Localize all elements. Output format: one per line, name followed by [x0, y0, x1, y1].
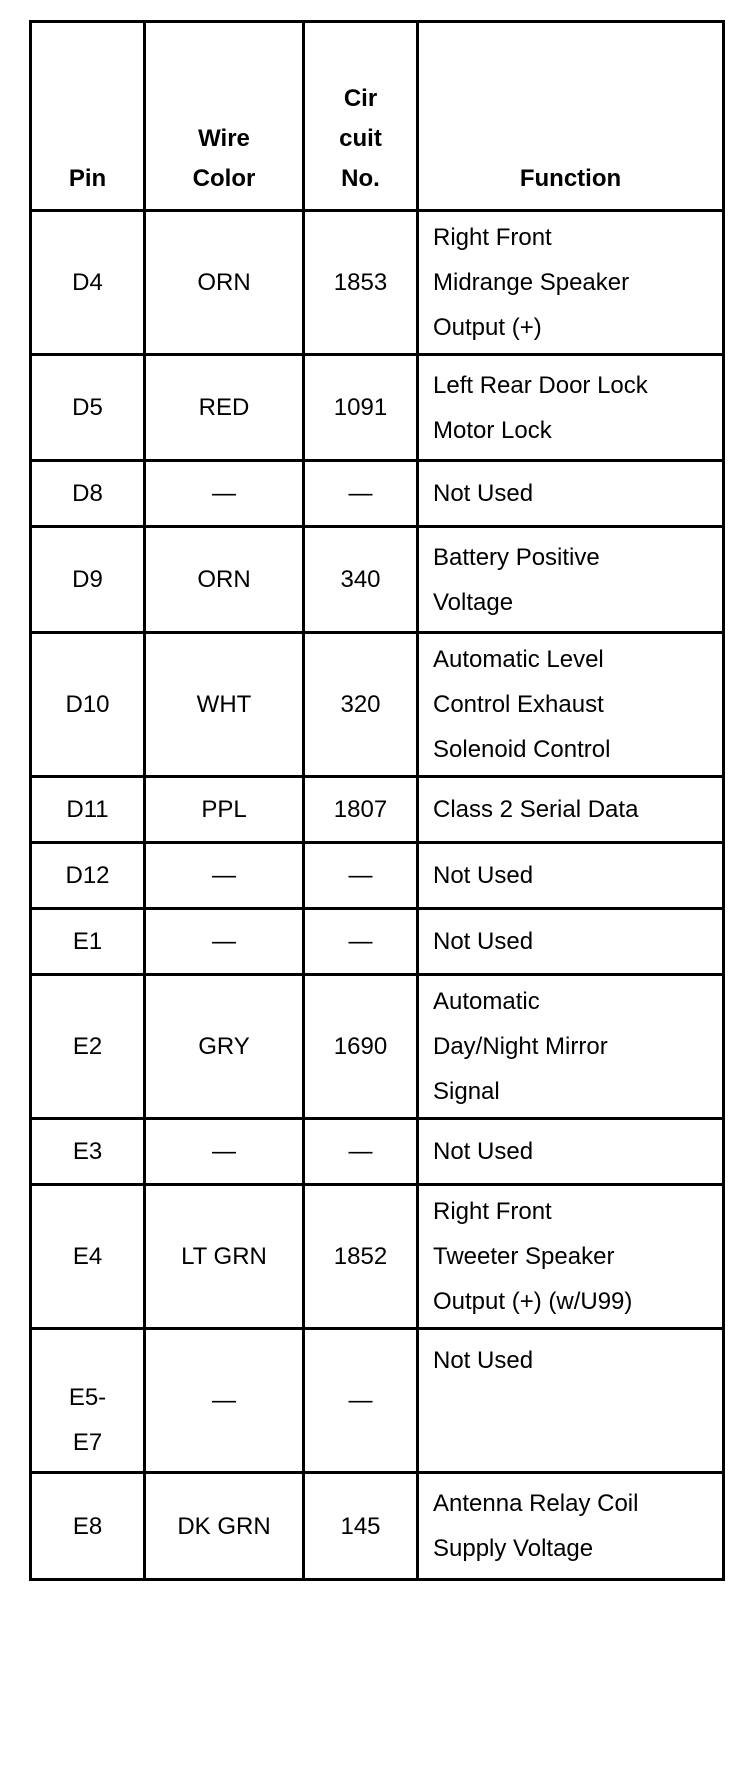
table-row — [31, 355, 724, 461]
wire-color-cell: WHT — [145, 633, 304, 777]
wire-color-cell: — — [145, 843, 304, 909]
function-cell: Not Used — [418, 1329, 724, 1473]
pin-cell: D8 — [31, 461, 145, 527]
table-row — [31, 633, 724, 777]
circuit-cell: — — [304, 461, 418, 527]
circuit-cell: 1690 — [304, 975, 418, 1119]
wire-color-cell: — — [145, 461, 304, 527]
table-row — [31, 211, 724, 355]
wire-color-cell: — — [145, 909, 304, 975]
table-row — [31, 777, 724, 843]
wire-color-cell: LT GRN — [145, 1185, 304, 1329]
circuit-cell: 340 — [304, 527, 418, 633]
wire-color-cell: — — [145, 1119, 304, 1185]
circuit-cell: 320 — [304, 633, 418, 777]
circuit-cell: 1852 — [304, 1185, 418, 1329]
function-cell: Class 2 Serial Data — [418, 777, 724, 843]
function-cell: Not Used — [418, 1119, 724, 1185]
pin-cell: E2 — [31, 975, 145, 1119]
pin-cell: D5 — [31, 355, 145, 461]
circuit-cell: 1807 — [304, 777, 418, 843]
circuit-cell: — — [304, 909, 418, 975]
pin-cell: E4 — [31, 1185, 145, 1329]
pin-cell: D10 — [31, 633, 145, 777]
pin-cell: D9 — [31, 527, 145, 633]
function-cell: Antenna Relay Coil Supply Voltage — [418, 1473, 724, 1580]
wire-color-cell: ORN — [145, 211, 304, 355]
wire-color-cell: — — [145, 1329, 304, 1473]
pin-cell: D4 — [31, 211, 145, 355]
pinout-table — [29, 20, 725, 1581]
circuit-cell: — — [304, 1329, 418, 1473]
function-cell: Automatic Level Control Exhaust Solenoid Control — [418, 633, 724, 777]
pin-cell: E8 — [31, 1473, 145, 1580]
function-cell: Battery Positive Voltage — [418, 527, 724, 633]
circuit-cell: 145 — [304, 1473, 418, 1580]
circuit-cell: — — [304, 843, 418, 909]
circuit-cell: — — [304, 1119, 418, 1185]
table-row — [31, 461, 724, 527]
wire-color-cell: ORN — [145, 527, 304, 633]
function-cell: Not Used — [418, 843, 724, 909]
table-row — [31, 843, 724, 909]
table-row — [31, 909, 724, 975]
pin-cell: E5- E7 — [31, 1329, 145, 1473]
table-row — [31, 975, 724, 1119]
wire-color-cell: RED — [145, 355, 304, 461]
header-function: Function — [418, 22, 724, 211]
wire-color-cell: GRY — [145, 975, 304, 1119]
table-row — [31, 1185, 724, 1329]
function-cell: Right Front Tweeter Speaker Output (+) (w/U99) — [418, 1185, 724, 1329]
table-row — [31, 1329, 724, 1473]
header-pin: Pin — [31, 22, 145, 211]
pin-cell: E1 — [31, 909, 145, 975]
header-row — [31, 22, 724, 211]
table-row — [31, 527, 724, 633]
wire-color-cell: DK GRN — [145, 1473, 304, 1580]
table-row — [31, 1473, 724, 1580]
table-row — [31, 1119, 724, 1185]
function-cell: Not Used — [418, 461, 724, 527]
function-cell: Not Used — [418, 909, 724, 975]
pin-cell: D12 — [31, 843, 145, 909]
header-wire-color: Wire Color — [145, 22, 304, 211]
circuit-cell: 1853 — [304, 211, 418, 355]
function-cell: Right Front Midrange Speaker Output (+) — [418, 211, 724, 355]
pin-cell: D11 — [31, 777, 145, 843]
function-cell: Automatic Day/Night Mirror Signal — [418, 975, 724, 1119]
function-cell: Left Rear Door Lock Motor Lock — [418, 355, 724, 461]
circuit-cell: 1091 — [304, 355, 418, 461]
header-circuit-number: Cir cuit No. — [304, 22, 418, 211]
wire-color-cell: PPL — [145, 777, 304, 843]
pin-cell: E3 — [31, 1119, 145, 1185]
